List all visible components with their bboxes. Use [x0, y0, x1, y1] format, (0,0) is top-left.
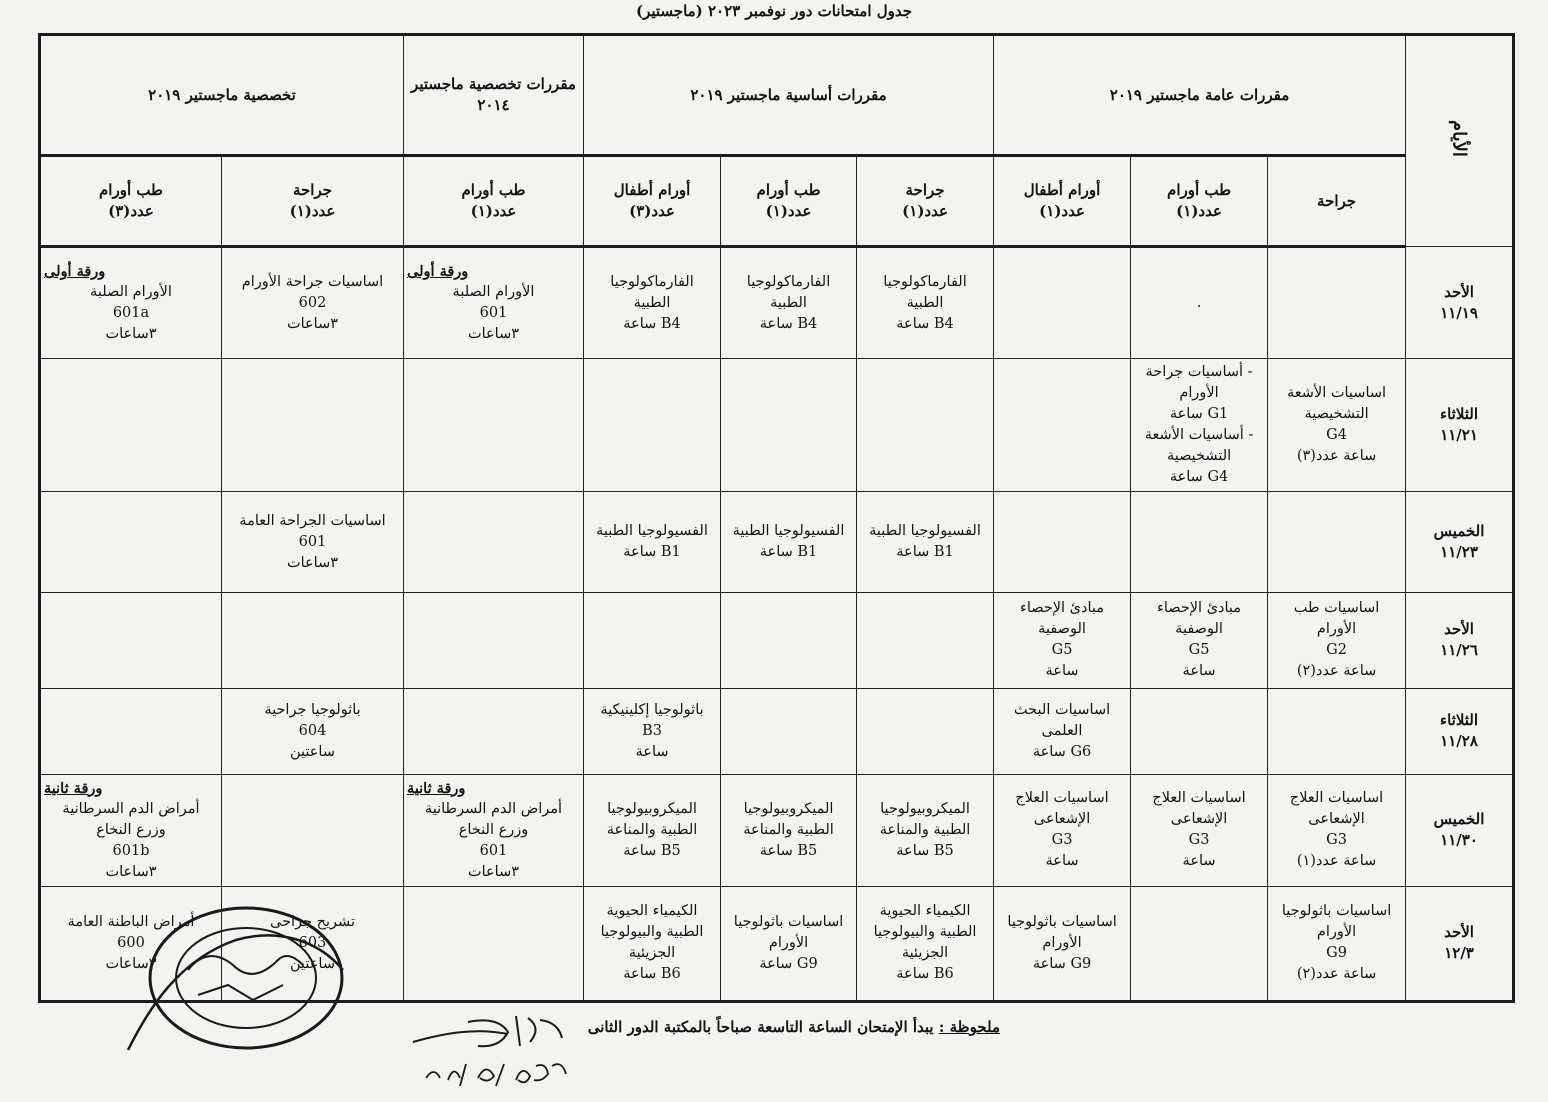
exam-cell-gen-pediatric	[994, 774, 1131, 886]
subheader-gen-surgery: جراحة	[1268, 156, 1406, 247]
exam-line: 604	[298, 722, 327, 739]
exam-cell-basic-oncology	[721, 688, 857, 774]
exam-cell-basic-pediatric	[584, 688, 721, 774]
schedule-sheet	[38, 33, 1512, 1003]
exam-cell-basic-pediatric	[584, 247, 721, 359]
exam-line: اساسيات العلاج	[1152, 790, 1246, 807]
day-row	[40, 247, 1514, 359]
exam-cell-basic-surgery	[857, 359, 994, 492]
day-name: الثلاثاء	[1440, 405, 1479, 424]
exam-cell-spec14-oncology	[404, 592, 584, 688]
day-name: الخميس	[1433, 522, 1485, 540]
exam-cell-spec19-oncology	[40, 774, 222, 886]
exam-line: B6 ساعة	[623, 966, 681, 983]
day-cell	[1406, 359, 1514, 492]
exam-line: اساسيات البحث	[1013, 701, 1111, 718]
exam-line: 603	[298, 934, 327, 951]
exam-line: اساسيات الجراحة العامة	[239, 512, 386, 529]
paper-label: ورقة أولى	[44, 263, 106, 281]
exam-line: G2	[1326, 642, 1347, 659]
exam-cell-gen-pediatric	[994, 359, 1131, 492]
group-header-general: مقررات عامة ماجستير ٢٠١٩	[994, 35, 1406, 156]
subheader-spec14-oncology: طب أورام عدد(١)	[404, 156, 584, 247]
day-row	[40, 492, 1514, 592]
exam-line: اساسيات طب	[1293, 600, 1380, 617]
exam-cell-spec14-oncology	[404, 774, 584, 886]
paper-label: ورقة أولى	[407, 263, 469, 281]
day-name: الأحد	[1444, 620, 1474, 639]
exam-line: مبادئ الإحصاء	[1157, 600, 1242, 617]
exam-cell-spec14-oncology	[404, 886, 584, 1001]
exam-cell-spec19-oncology	[40, 492, 222, 592]
exam-line: الجزيئية	[628, 945, 676, 962]
exam-line: الجزيئية	[901, 945, 949, 962]
exam-cell-spec19-surgery	[222, 592, 404, 688]
day-name: الأحد	[1444, 282, 1474, 301]
exam-cell-basic-oncology	[721, 492, 857, 592]
group-header-specialized-2014: مقررات تخصصية ماجستير ٢٠١٤	[404, 35, 584, 156]
exam-line: G4 ساعة	[1169, 469, 1229, 486]
exam-cell-basic-surgery	[857, 592, 994, 688]
exam-line: 601a	[112, 305, 150, 322]
exam-line: التشخيصية	[1166, 448, 1232, 465]
exam-line: - أساسيات الأشعة	[1144, 427, 1254, 444]
exam-cell-basic-surgery	[857, 492, 994, 592]
day-cell	[1406, 688, 1514, 774]
day-row	[40, 688, 1514, 774]
page-title: جدول امتحانات دور نوفمبر ٢٠٢٣ (ماجستير)	[635, 2, 912, 20]
exam-schedule-table	[38, 33, 1515, 1003]
exam-cell-gen-pediatric	[994, 247, 1131, 359]
exam-line: G9 ساعة	[1032, 955, 1092, 972]
exam-cell-gen-oncology	[1131, 359, 1268, 492]
exam-line: الميكروبيولوجيا	[607, 800, 697, 817]
exam-line: اساسيات الأشعة	[1287, 385, 1387, 402]
exam-line: أمراض الدم السرطانية	[62, 800, 200, 817]
exam-line: .	[1196, 294, 1202, 311]
exam-line: الطبية والبيولوجيا	[600, 924, 704, 941]
exam-line: 602	[298, 294, 327, 311]
exam-cell-spec19-surgery	[222, 774, 404, 886]
exam-cell-spec14-oncology	[404, 247, 584, 359]
exam-line: ساعة	[1045, 853, 1079, 870]
exam-cell-spec19-oncology	[40, 247, 222, 359]
exam-line: ٣ساعات	[286, 554, 339, 571]
exam-cell-spec19-oncology	[40, 592, 222, 688]
day-cell	[1406, 774, 1514, 886]
exam-cell-basic-surgery	[857, 886, 994, 1001]
exam-line: الأورام	[1179, 385, 1219, 402]
exam-line: الوصفية	[1038, 621, 1086, 638]
exam-cell-gen-pediatric	[994, 592, 1131, 688]
exam-line: G3	[1188, 832, 1210, 849]
day-row	[40, 774, 1514, 886]
subheader-basic-pediatric: أورام أطفال عدد(٣)	[584, 156, 721, 247]
exam-line: ٣ساعات	[467, 863, 520, 880]
exam-line: 601	[479, 842, 508, 859]
exam-line: الفارماكولوجيا	[883, 273, 967, 290]
exam-cell-basic-oncology	[721, 886, 857, 1001]
handwritten-date	[420, 1058, 570, 1090]
exam-cell-gen-surgery	[1268, 247, 1406, 359]
exam-line: أمراض الدم السرطانية	[424, 800, 563, 817]
subheader-spec19-surgery: جراحة عدد(١)	[222, 156, 404, 247]
exam-cell-gen-oncology	[1131, 247, 1268, 359]
exam-line: اساسيات باثولوجيا	[1281, 903, 1392, 920]
exam-cell-basic-pediatric	[584, 492, 721, 592]
exam-line: مبادئ الإحصاء	[1020, 600, 1105, 617]
exam-line: الأورام	[1042, 934, 1082, 951]
day-date: ١١/٢٦	[1440, 641, 1478, 660]
exam-line: G4	[1326, 427, 1347, 444]
exam-line: ساعة عدد(٣)	[1296, 448, 1377, 465]
exam-line: اساسيات العلاج	[1289, 790, 1384, 807]
day-row	[40, 592, 1514, 688]
exam-line: ساعة عدد(٢)	[1296, 663, 1377, 680]
exam-line: ساعة عدد(١)	[1296, 853, 1377, 870]
exam-line: ٣ساعات	[467, 326, 520, 343]
exam-line: اساسيات باثولوجيا	[1007, 913, 1117, 930]
exam-cell-gen-pediatric	[994, 492, 1131, 592]
exam-line: G5	[1188, 642, 1210, 659]
exam-cell-spec19-surgery	[222, 359, 404, 492]
subheader-basic-surgery: جراحة عدد(١)	[857, 156, 994, 247]
exam-line: أمراض الباطنة العامة	[67, 913, 195, 930]
exam-line: G1 ساعة	[1169, 406, 1229, 423]
exam-line: الأورام	[1316, 621, 1357, 638]
exam-cell-basic-pediatric	[584, 886, 721, 1001]
exam-line: 601	[479, 305, 508, 322]
exam-cell-basic-pediatric	[584, 359, 721, 492]
days-column-header: الأيام	[1406, 35, 1514, 247]
exam-line: 601b	[112, 842, 150, 859]
day-cell	[1406, 247, 1514, 359]
exam-cell-spec19-surgery	[222, 247, 404, 359]
exam-line: ٣ساعات	[105, 955, 157, 972]
exam-cell-basic-surgery	[857, 774, 994, 886]
exam-line: ساعتين	[289, 955, 335, 972]
exam-line: الطبية والمناعة	[743, 821, 834, 838]
exam-line: اساسيات العلاج	[1015, 790, 1109, 807]
exam-line: الطبية	[906, 294, 944, 311]
day-name: الثلاثاء	[1440, 711, 1479, 730]
exam-line: الطبية والمناعة	[606, 821, 698, 838]
day-date: ١١/١٩	[1440, 303, 1478, 322]
exam-cell-gen-surgery	[1268, 688, 1406, 774]
exam-cell-spec14-oncology	[404, 688, 584, 774]
exam-line: ٣ساعات	[105, 326, 157, 343]
exam-line: الأورام	[768, 934, 809, 951]
paper-label: ورقة ثانية	[407, 779, 466, 797]
exam-cell-gen-oncology	[1131, 774, 1268, 886]
exam-line: B5 ساعة	[759, 842, 818, 859]
exam-line: باثولوجيا إكلينيكية	[600, 701, 704, 718]
exam-line: الإشعاعى	[1033, 811, 1091, 828]
exam-line: الإشعاعى	[1308, 811, 1365, 828]
exam-cell-basic-oncology	[721, 247, 857, 359]
exam-line: وزرع النخاع	[458, 821, 529, 838]
exam-line: الميكروبيولوجيا	[743, 800, 834, 817]
day-name: الأحد	[1444, 923, 1474, 942]
exam-cell-gen-oncology	[1131, 592, 1268, 688]
exam-line: ساعة عدد(٢)	[1296, 966, 1377, 983]
exam-line: G5	[1051, 642, 1073, 659]
exam-line: 600	[117, 934, 145, 951]
exam-cell-basic-surgery	[857, 688, 994, 774]
exam-line: - أساسيات جراحة	[1145, 364, 1253, 381]
exam-cell-spec19-oncology	[40, 359, 222, 492]
exam-cell-gen-oncology	[1131, 688, 1268, 774]
exam-line: الطبية	[770, 294, 807, 311]
group-header-specialized-2019: تخصصية ماجستير ٢٠١٩	[40, 35, 404, 156]
day-row	[40, 359, 1514, 492]
exam-line: B4 ساعة	[896, 315, 954, 332]
exam-line: ساعة	[1045, 663, 1079, 680]
exam-line: ساعتين	[289, 743, 335, 760]
day-cell	[1406, 492, 1514, 592]
exam-line: باثولوجيا جراحية	[264, 701, 361, 718]
exam-line: الإشعاعى	[1170, 811, 1228, 828]
exam-line: الفسيولوجيا الطبية	[596, 523, 708, 539]
exam-line: الأورام	[1316, 924, 1357, 941]
exam-line: B4 ساعة	[759, 315, 818, 332]
exam-cell-basic-surgery	[857, 247, 994, 359]
exam-cell-basic-oncology	[721, 592, 857, 688]
exam-cell-gen-oncology	[1131, 886, 1268, 1001]
exam-line: تشريح جراحى	[269, 913, 356, 930]
day-date: ١١/٢٣	[1440, 543, 1478, 561]
exam-line: العلمى	[1041, 722, 1083, 739]
exam-cell-gen-pediatric	[994, 688, 1131, 774]
day-date: ١١/٢٨	[1440, 732, 1478, 751]
exam-line: وزرع النخاع	[96, 821, 166, 838]
exam-cell-spec19-surgery	[222, 688, 404, 774]
exam-line: الأورام الصلبة	[452, 284, 535, 301]
exam-line: G6 ساعة	[1032, 743, 1092, 760]
exam-line: ساعة	[1182, 663, 1216, 680]
exam-line: G3	[1051, 832, 1073, 849]
exam-line: الفارماكولوجيا	[746, 273, 831, 290]
exam-cell-spec19-surgery	[222, 492, 404, 592]
subheader-spec19-oncology: طب أورام عدد(٣)	[40, 156, 222, 247]
exam-cell-gen-surgery	[1268, 774, 1406, 886]
exam-line: الميكروبيولوجيا	[880, 800, 970, 817]
exam-cell-gen-surgery	[1268, 592, 1406, 688]
day-cell	[1406, 592, 1514, 688]
exam-line: B6 ساعة	[896, 966, 954, 983]
exam-line: B4 ساعة	[623, 315, 681, 332]
exam-line: اساسيات جراحة الأورام	[241, 273, 384, 290]
exam-line: G9 ساعة	[759, 955, 818, 972]
exam-line: الكيمياء الحيوية	[606, 903, 698, 920]
exam-line: B3	[642, 722, 662, 739]
paper-label: ورقة ثانية	[44, 779, 103, 797]
group-header-basic: مقررات أساسية ماجستير ٢٠١٩	[584, 35, 994, 156]
day-date: ١١/٣٠	[1440, 831, 1478, 850]
exam-line: ٣ساعات	[105, 863, 157, 880]
exam-line: الفارماكولوجيا	[610, 273, 694, 290]
exam-line: ساعة	[635, 743, 669, 760]
exam-line: B1 ساعة	[759, 544, 818, 560]
exam-cell-spec14-oncology	[404, 492, 584, 592]
day-name: الخميس	[1433, 810, 1485, 829]
exam-line: ٣ساعات	[286, 315, 339, 332]
official-stamp	[118, 900, 358, 1070]
exam-cell-spec14-oncology	[404, 359, 584, 492]
exam-line: الفسيولوجيا الطبية	[732, 523, 845, 539]
exam-line: الكيمياء الحيوية	[879, 903, 971, 920]
exam-cell-basic-oncology	[721, 359, 857, 492]
exam-cell-spec19-oncology	[40, 688, 222, 774]
subheader-gen-pediatric: أورام أطفال عدد(١)	[994, 156, 1131, 247]
exam-line: 601	[298, 533, 327, 550]
exam-cell-basic-pediatric	[584, 592, 721, 688]
exam-line: الطبية والمناعة	[879, 821, 971, 838]
exam-cell-gen-pediatric	[994, 886, 1131, 1001]
footer-note: ملحوظة : يبدأ الإمتحان الساعة التاسعة صباحاً بالمكتبة الدور الثانى	[587, 1018, 1000, 1036]
exam-line: التشخيصية	[1304, 406, 1369, 423]
exam-line: الطبية والبيولوجيا	[873, 924, 977, 941]
exam-cell-gen-surgery	[1268, 886, 1406, 1001]
exam-line: الأورام الصلبة	[90, 284, 172, 301]
subheader-gen-oncology: طب أورام عدد(١)	[1131, 156, 1268, 247]
exam-line: B5 ساعة	[896, 842, 954, 859]
exam-line: B1 ساعة	[896, 544, 954, 560]
exam-line: الطبية	[633, 294, 671, 311]
exam-line: B5 ساعة	[623, 842, 681, 859]
exam-line: الفسيولوجيا الطبية	[869, 523, 981, 539]
exam-cell-basic-pediatric	[584, 774, 721, 886]
exam-line: B1 ساعة	[623, 544, 681, 560]
exam-line: ساعة	[1182, 853, 1216, 870]
exam-cell-gen-surgery	[1268, 492, 1406, 592]
exam-line: G9	[1326, 945, 1347, 962]
exam-line: اساسيات باثولوجيا	[733, 913, 844, 930]
exam-line: G3	[1326, 832, 1347, 849]
exam-line: الوصفية	[1175, 621, 1223, 638]
day-cell	[1406, 886, 1514, 1001]
subheader-basic-oncology: طب أورام عدد(١)	[721, 156, 857, 247]
day-date: ١٢/٣	[1444, 944, 1474, 963]
exam-cell-gen-surgery	[1268, 359, 1406, 492]
exam-cell-gen-oncology	[1131, 492, 1268, 592]
day-date: ١١/٢١	[1440, 426, 1478, 445]
exam-cell-basic-oncology	[721, 774, 857, 886]
